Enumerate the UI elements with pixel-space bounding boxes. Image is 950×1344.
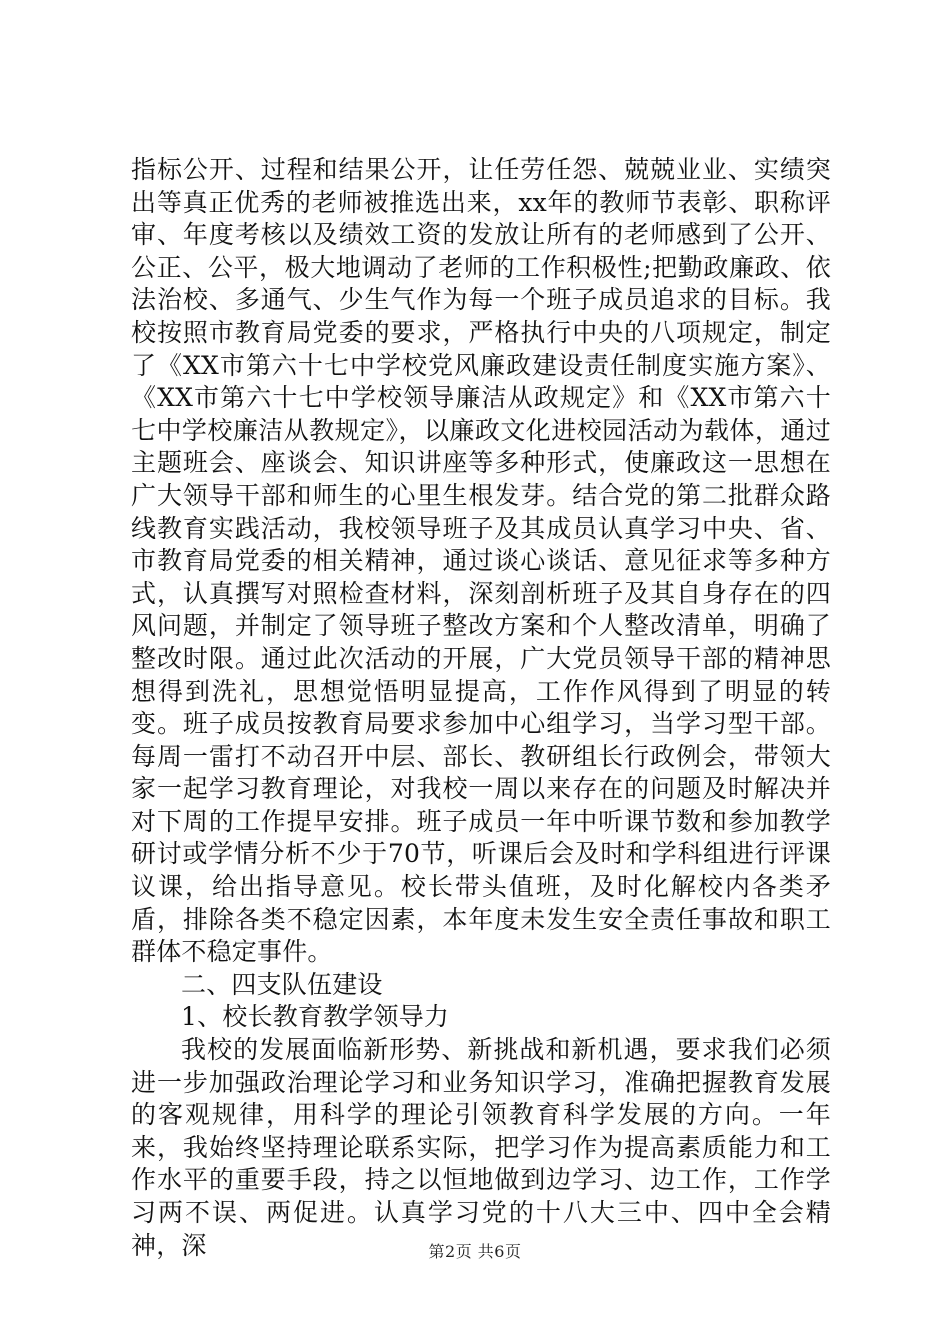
paragraph-principal-study: 我校的发展面临新形势、新挑战和新机遇，要求我们必须进一步加强政治理论学习和业务知识学习，准确把握教育发展的客观规律，用科学的理论引领教育科学发展的方向。一年来，我始终坚持理论联系实际，把学习作为提高素质能力和工作水平的重要手段，持之以恒地做到边学习、边工作，工作学习两不误、两促进。认真学习党的十八大三中、四中全会精神，深 [131, 1035, 831, 1260]
document-body [131, 154, 831, 1262]
paragraph-integrity-work: 指标公开、过程和结果公开，让任劳任怨、兢兢业业、实绩突出等真正优秀的老师被推选出来，xx年的教师节表彰、职称评审、年度考核以及绩效工资的发放让所有的老师感到了公开、公正、公平，极大地调动了老师的工作积极性;把勤政廉政、依法治校、多通气、少生气作为每一个班子成员追求的目标。我校按照市教育局党委的要求，严格执行中央的八项规定，制定了《XX市第六十七中学校党风廉政建设责任制度实施方案》、《XX市第六十七中学校领导廉洁从政规定》和《XX市第六十七中学校廉洁从教规定》，以廉政文化进校园活动为载体，通过主题班会、座谈会、知识讲座等多种形式，使廉政这一思想在广大领导干部和师生的心里生根发芽。结合党的第二批群众路线教育实践活动，我校领导班子及其成员认真学习中央、省、市教育局党委的相关精神，通过谈心谈话、意见征求等多种方式，认真撰写对照检查材料，深刻剖析班子及其自身存在的四风问题，并制定了领导班子整改方案和个人整改清单，明确了整改时限。通过此次活动的开展，广大党员领导干部的精神思想得到洗礼，思想觉悟明显提高，工作作风得到了明显的转变。班子成员按教育局要求参加中心组学习，当学习型干部。每周一雷打不动召开中层、部长、教研组长行政例会，带领大家一起学习教育理论，对我校一周以来存在的问题及时解决并对下周的工作提早安排。班子成员一年中听课节数和参加教学研讨或学情分析不少于70节，听课后会及时和学科组进行评课议课，给出指导意见。校长带头值班，及时化解校内各类矛盾，排除各类不稳定因素，本年度未发生安全责任事故和职工群体不稳定事件。 [131, 155, 831, 967]
subsection-heading-principal-leadership: 1、校长教育教学领导力 [181, 1002, 450, 1032]
section-heading-team-building: 二、四支队伍建设 [181, 969, 383, 999]
page-number-footer: 第2页 共6页 [428, 1242, 522, 1261]
